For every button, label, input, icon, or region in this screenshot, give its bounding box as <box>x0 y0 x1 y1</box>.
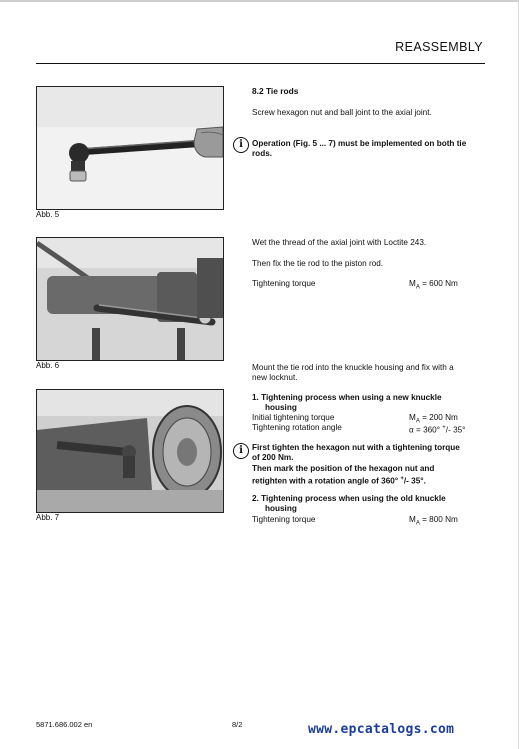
figure-5-caption: Abb. 5 <box>36 210 60 219</box>
block1-note-line2: rods. <box>252 149 273 158</box>
torque-value: $M_A = 800$ Nm <box>409 515 458 527</box>
header-rule <box>36 63 485 64</box>
rotation-angle-value: α = 360° +/- 35° <box>409 425 466 435</box>
block3-note-line1: First tighten the hexagon nut with a tightening torque <box>252 443 460 452</box>
info-circle-icon: i <box>233 137 249 153</box>
block3-note-line3: Then mark the position of the hexagon nut and <box>252 464 435 473</box>
block3-proc2-line2: housing <box>265 504 297 513</box>
figure-6-photo <box>36 237 224 361</box>
block3-mount-line2: new locknut. <box>252 373 298 382</box>
document-number: 5871.686.002 en <box>36 720 93 729</box>
header-title: REASSEMBLY <box>395 40 483 54</box>
info-circle-icon: i <box>233 443 249 459</box>
block1-note-line1: Operation (Fig. 5 ... 7) must be implemented on both tie <box>252 139 467 148</box>
watermark: www.epcatalogs.com <box>308 722 455 737</box>
block3-proc1-line2: housing <box>265 403 297 412</box>
initial-torque-value: $M_A = 200$ Nm <box>409 413 458 425</box>
block2-line2: Then fix the tie rod to the piston rod. <box>252 259 384 268</box>
section-title: 8.2 Tie rods <box>252 86 299 96</box>
block3-note-line2: of 200 Nm. <box>252 453 294 462</box>
torque-label: Tightening torque <box>252 279 316 288</box>
figure-6-caption: Abb. 6 <box>36 361 60 370</box>
block1-intro: Screw hexagon nut and ball joint to the axial joint. <box>252 108 432 117</box>
block2-line1: Wet the thread of the axial joint with Loctite 243. <box>252 238 427 247</box>
block3-mount-line1: Mount the tie rod into the knuckle housing and fix with a <box>252 363 454 372</box>
figure-7-photo <box>36 389 224 513</box>
figure-5-photo <box>36 86 224 210</box>
block3-proc2-line1: 2. Tightening process when using the old knuckle <box>252 494 446 503</box>
torque-value: $M_A = 600$ Nm <box>409 279 458 291</box>
block3-proc1-line1: 1. Tightening process when using a new knuckle <box>252 393 442 402</box>
initial-torque-label: Initial tightening torque <box>252 413 335 422</box>
block3-note-line4: retighten with a rotation angle of 360° +/- 35°. <box>252 476 426 486</box>
torque-label: Tightening torque <box>252 515 316 524</box>
page-number: 8/2 <box>232 720 243 729</box>
page-top-border <box>0 0 519 2</box>
figure-7-caption: Abb. 7 <box>36 513 60 522</box>
rotation-angle-label: Tightening rotation angle <box>252 423 342 432</box>
